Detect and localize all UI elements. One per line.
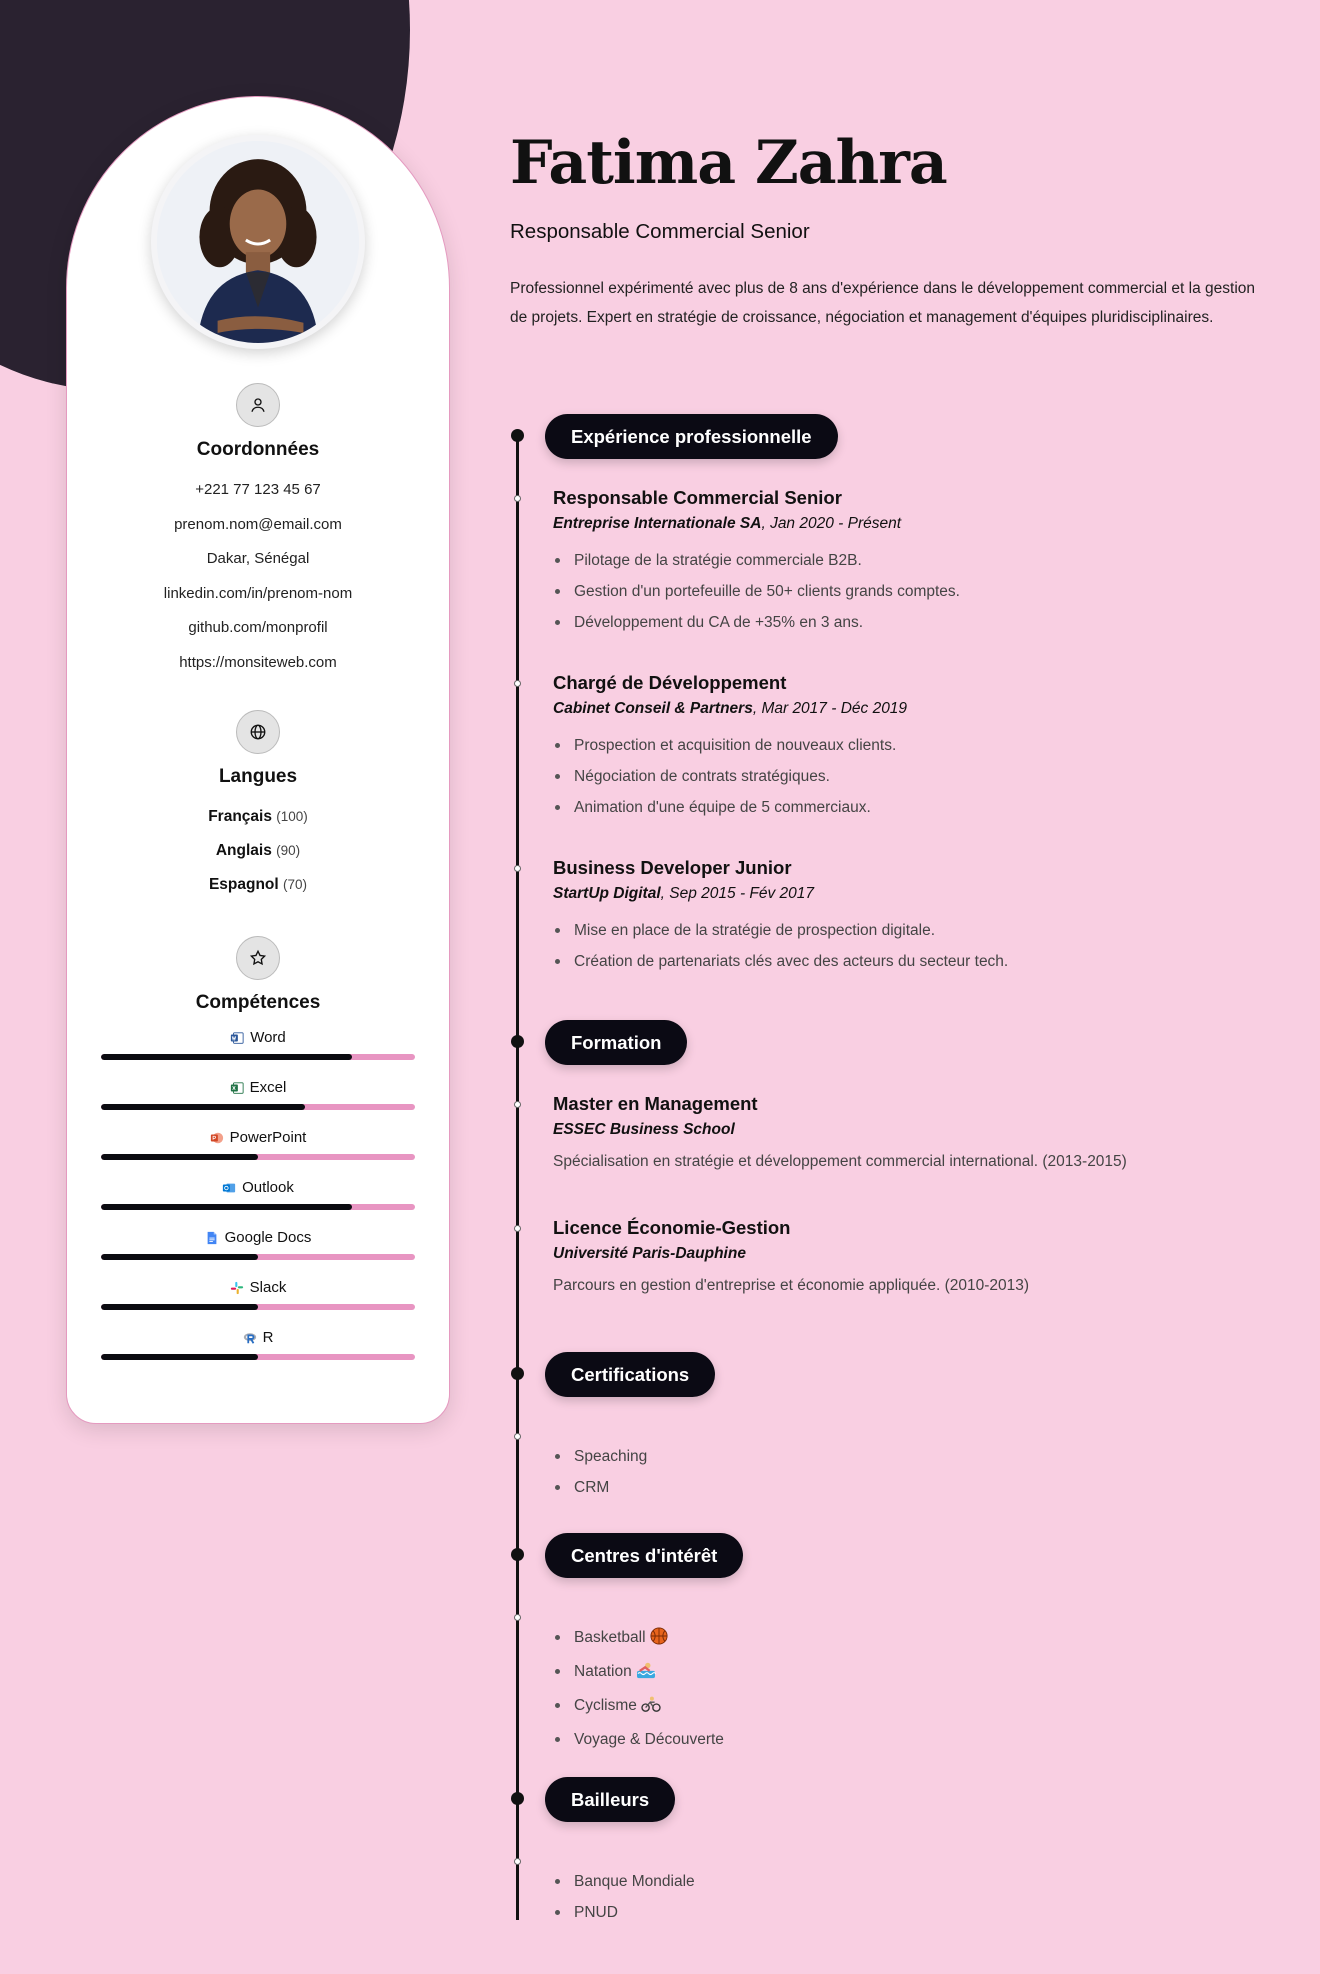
entry-title: Master en Management [553,1093,758,1114]
location: Dakar, Sénégal [206,550,310,567]
languages-title: Langues [218,766,298,787]
person-name: Fatima Zahra [510,128,947,198]
linkedin-link[interactable]: linkedin.com/in/prenom-nom [163,584,353,602]
google-docs-icon [205,1231,219,1245]
phone-number: +221 77 123 45 67 [195,481,321,498]
timeline-dot [511,1035,524,1048]
skill-level-fill [101,1254,258,1260]
skill-label: R [67,1326,449,1350]
list-item: Basketball [553,1622,724,1656]
timeline-dot [514,1433,521,1440]
cycling-icon [641,1693,661,1724]
swimming-icon [636,1659,656,1690]
skill-item [67,1026,449,1076]
skill-level-bar [101,1204,415,1210]
star-icon [236,936,280,980]
profile-photo [151,135,365,349]
list-item: Animation d'une équipe de 5 commerciaux. [553,792,1273,823]
interests-heading: Centres d'intérêt [545,1533,743,1578]
timeline-line [516,432,519,1920]
entry-description: Spécialisation en stratégie et développement commercial international. (2013-2015) [553,1153,1127,1170]
skills-section [67,936,449,1376]
list-item: Mise en place de la stratégie de prospection digitale. [553,915,1273,946]
timeline-dot [514,495,521,502]
timeline-dot [514,1225,521,1232]
job-title: Responsable Commercial Senior [510,220,810,243]
skill-item [67,1276,449,1326]
entry-title: Responsable Commercial Senior [553,487,842,508]
list-item: Cyclisme [553,1690,724,1724]
timeline-dot [511,1367,524,1380]
education-heading: Formation [545,1020,687,1065]
experience-entry [553,672,1273,823]
list-item: Voyage & Découverte [553,1724,724,1755]
skill-level-fill [101,1154,258,1160]
list-item: Natation [553,1656,724,1690]
skill-item [67,1176,449,1226]
globe-icon [236,710,280,754]
skill-level-bar [101,1304,415,1310]
skill-item [67,1326,449,1376]
entry-subtitle: Entreprise Internationale SA, Jan 2020 - Présent [553,515,902,532]
user-icon [236,383,280,427]
skill-level-bar [101,1054,415,1060]
skill-level-fill [101,1104,305,1110]
profile-summary: Professionnel expérimenté avec plus de 8 ans d'expérience dans le développement commercial et la gestion de projets. Expert en stratégie de croissance, négociation et management d'équipes pluridisciplinaires. [510,280,1255,326]
education-entry [553,1217,1273,1295]
entry-subtitle: Université Paris-Dauphine [553,1245,746,1262]
skill-level-bar [101,1104,415,1110]
powerpoint-icon [210,1131,224,1145]
funders-list [553,1866,695,1928]
list-item: CRM [553,1472,647,1503]
language-item: Anglais (90) [215,842,301,859]
timeline-dot [511,1548,524,1561]
list-item: Négociation de contrats stratégiques. [553,761,1273,792]
list-item: Speaching [553,1441,647,1472]
language-item: Espagnol (70) [208,876,308,893]
list-item: Pilotage de la stratégie commerciale B2B. [553,545,1273,576]
skill-label: Slack [67,1276,449,1300]
skill-label: Outlook [67,1176,449,1200]
skills-title: Compétences [195,992,321,1013]
skill-level-fill [101,1204,352,1210]
skill-level-fill [101,1354,258,1360]
skill-level-fill [101,1304,258,1310]
interests-list [553,1622,724,1755]
r-icon [243,1331,257,1345]
word-icon [230,1031,244,1045]
entry-title: Business Developer Junior [553,857,792,878]
website-link[interactable]: https://monsiteweb.com [179,653,337,671]
basketball-icon [650,1625,668,1656]
timeline-dot [514,1614,521,1621]
timeline-dot [511,1792,524,1805]
experience-heading: Expérience professionnelle [545,414,838,459]
github-link[interactable]: github.com/monprofil [188,619,328,636]
skill-level-bar [101,1154,415,1160]
skill-label: PowerPoint [67,1126,449,1150]
certifications-list [553,1441,647,1503]
skill-item [67,1076,449,1126]
timeline-dot [511,429,524,442]
skill-label: Excel [67,1076,449,1100]
contact-section [67,383,449,680]
timeline-dot [514,865,521,872]
experience-entry [553,857,1273,977]
skill-label: Google Docs [67,1226,449,1250]
email-link[interactable]: prenom.nom@email.com [174,515,342,533]
timeline-dot [514,1858,521,1865]
entry-subtitle: Cabinet Conseil & Partners, Mar 2017 - Déc 2019 [553,700,908,717]
skill-label: Word [67,1026,449,1050]
list-item: Gestion d'un portefeuille de 50+ clients grands comptes. [553,576,1273,607]
entry-subtitle: StartUp Digital, Sep 2015 - Fév 2017 [553,885,815,902]
avatar [157,141,359,343]
experience-entry [553,487,1273,638]
entry-title: Licence Économie-Gestion [553,1217,791,1238]
contact-title: Coordonnées [196,439,320,460]
entry-title: Chargé de Développement [553,672,787,693]
timeline-dot [514,680,521,687]
sidebar [66,96,450,1424]
funders-heading: Bailleurs [545,1777,675,1822]
entry-subtitle: ESSEC Business School [553,1121,735,1138]
excel-icon [230,1081,244,1095]
list-item: Développement du CA de +35% en 3 ans. [553,607,1273,638]
skill-level-bar [101,1354,415,1360]
skill-level-fill [101,1054,352,1060]
education-entry [553,1093,1273,1171]
languages-section [67,710,449,902]
list-item: Banque Mondiale [553,1866,695,1897]
list-item: Création de partenariats clés avec des acteurs du secteur tech. [553,946,1273,977]
list-item: Prospection et acquisition de nouveaux clients. [553,730,1273,761]
certifications-heading: Certifications [545,1352,715,1397]
entry-description: Parcours en gestion d'entreprise et économie appliquée. (2010-2013) [553,1277,1030,1294]
slack-icon [230,1281,244,1295]
list-item: PNUD [553,1897,695,1928]
skill-item [67,1126,449,1176]
language-item: Français (100) [208,808,308,825]
timeline-dot [514,1101,521,1108]
skill-item [67,1226,449,1276]
skill-level-bar [101,1254,415,1260]
outlook-icon [222,1181,236,1195]
